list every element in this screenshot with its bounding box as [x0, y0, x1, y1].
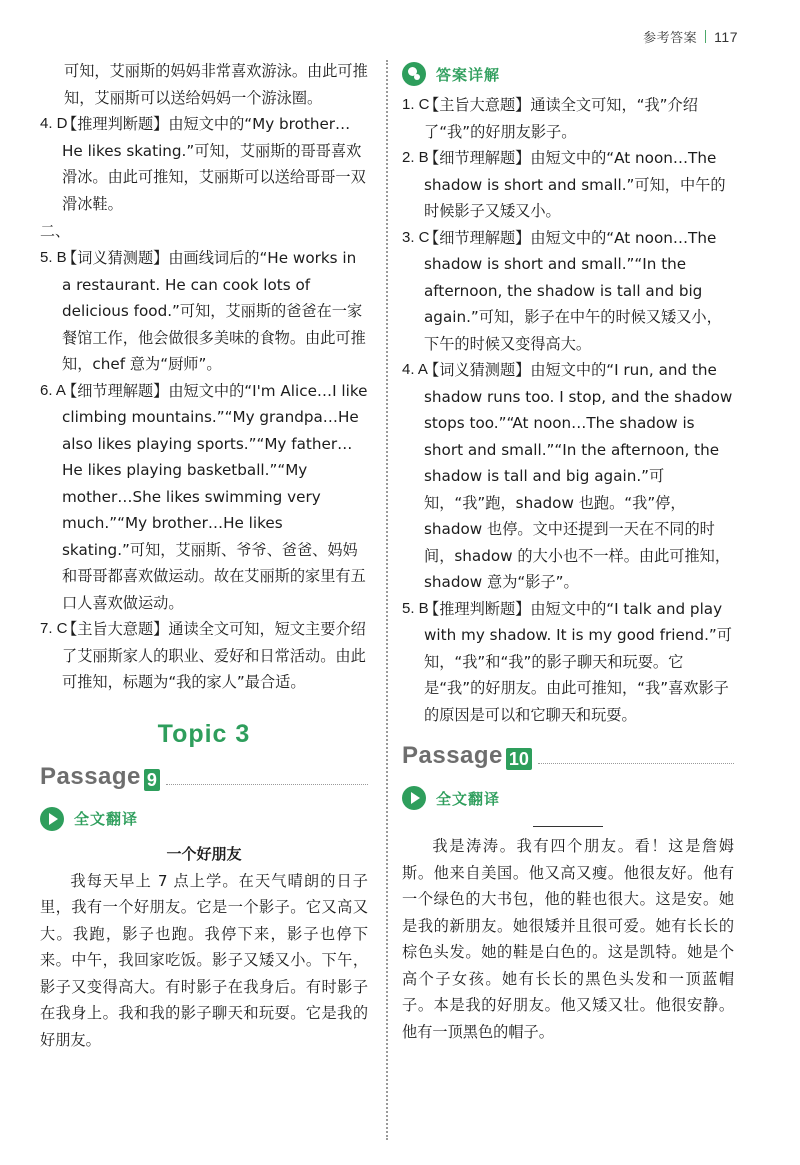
- answer-item: [40, 111, 368, 217]
- answer-number: 7. C: [40, 620, 68, 637]
- details-icon: [402, 62, 426, 86]
- title-blank-line: [533, 826, 603, 827]
- translation-label: 全文翻译: [74, 810, 139, 828]
- answer-item: [402, 225, 734, 358]
- answer-item: [40, 245, 368, 378]
- answer-text: 【推理判断题】由短文中的“I talk and play with my shadow. It is my good friend.”可知，“我”和“我”的影子聊天和玩耍。它是“我”的好朋友。由此可推知，“我”喜欢影子的原因是可以和它聊天和玩耍。: [424, 599, 732, 724]
- story-text: 我每天早上 7 点上学。在天气晴朗的日子里，我有一个好朋友。它是一个影子。它又高又大。我跑，影子也跑。我停下来，影子也停下来。中午，我回家吃饭。影子又矮又小。下午，影子又变得高大。有时影子在我身后。有时影子在我身上。我和我的影子聊天和玩耍。它是我的好朋友。: [40, 871, 368, 1049]
- details-label: 答案详解: [436, 65, 501, 84]
- passage-number-badge: 10: [506, 748, 532, 770]
- passage-number-badge: 9: [144, 769, 160, 791]
- header-section: 参考答案: [643, 31, 698, 46]
- answer-item: [40, 378, 368, 617]
- answer-item: [402, 357, 734, 596]
- passage-heading: [402, 742, 734, 770]
- answer-number: 4. D: [40, 115, 68, 132]
- answer-text: 【词义猜测题】由画线词后的“He works in a restaurant. He can cook lots of delicious food.”可知，艾丽斯的爸爸在一家餐馆工作，他会做很多美味的食物。由此可推知，chef 意为“厨师”。: [62, 249, 366, 373]
- answer-number: 1. C: [402, 96, 430, 113]
- passage-heading: [40, 763, 368, 791]
- answer-item: [40, 616, 368, 696]
- play-icon: [402, 786, 426, 810]
- answer-number: 4. A: [402, 361, 428, 378]
- page-number: 117: [714, 29, 738, 45]
- left-column: [40, 58, 368, 1053]
- page-header: [643, 27, 738, 46]
- play-icon: [40, 807, 64, 831]
- header-separator: [705, 30, 706, 43]
- answer-item: [402, 145, 734, 225]
- answer-text: 【细节理解题】由短文中的“I'm Alice…I like climbing mountains.”“My grandpa…He also likes playing sports.”“My father…He likes playing basketball.”“My mother…She likes swimming very much.”“My brother…He likes skating.”可知，艾丽斯、爷爷、爸爸、妈妈和哥哥都喜欢做运动。故在艾丽斯的家里有五口人喜欢做运动。: [62, 381, 368, 612]
- passage-label: Passage: [40, 762, 141, 790]
- column-divider: [386, 60, 388, 1140]
- dotted-rule: [538, 763, 734, 764]
- answer-item: [402, 92, 734, 145]
- story-text: 我是涛涛。我有四个朋友。看！这是詹姆斯。他来自美国。他又高又瘦。他很友好。他有一个绿色的大书包，他的鞋也很大。这是安。她是我的新朋友。她很矮并且很可爱。她有长长的棕色头发。她的鞋是白色的。这是凯特。她是个高个子女孩。她有长长的黑色头发和一顶蓝帽子。本是我的好朋友。他又矮又壮。他很安静。他有一顶黑色的帽子。: [402, 837, 734, 1041]
- answer-text: 【细节理解题】由短文中的“At noon…The shadow is short and small.”“In the afternoon, the shadow is tall and big again.”可知，影子在中午的时候又矮又小，下午的时候又变得高大。: [424, 228, 722, 353]
- answer-continuation: 可知，艾丽斯的妈妈非常喜欢游泳。由此可推知，艾丽斯可以送给妈妈一个游泳圈。: [64, 62, 368, 107]
- translation-heading: [40, 807, 368, 831]
- translation-heading: [402, 786, 734, 810]
- answer-number: 5. B: [402, 599, 429, 617]
- answer-number: 2. B: [402, 149, 429, 166]
- section-mark: 二、: [40, 222, 71, 240]
- answer-number: 6. A: [40, 381, 66, 399]
- answer-number: 3. C: [402, 228, 430, 246]
- answer-number: 5. B: [40, 249, 67, 266]
- story-title: 一个好朋友: [166, 844, 242, 863]
- translation-label: 全文翻译: [436, 789, 501, 808]
- passage-label: Passage: [402, 742, 503, 769]
- details-heading: [402, 62, 734, 86]
- topic-title: Topic 3: [157, 719, 251, 748]
- right-column: [402, 58, 734, 1045]
- answer-text: 【细节理解题】由短文中的“At noon…The shadow is short and small.”可知，中午的时候影子又矮又小。: [424, 149, 726, 220]
- answer-text: 【推理判断题】由短文中的“My brother…He likes skating.”可知，艾丽斯的哥哥喜欢滑冰。由此可推知，艾丽斯可以送给哥哥一双滑冰鞋。: [62, 115, 366, 213]
- dotted-rule: [166, 784, 368, 785]
- answer-text: 【词义猜测题】由短文中的“I run, and the shadow runs too. I stop, and the shadow stops too.”“At noon…The shadow is short and small.”“In the afternoon, the shadow is tall and big again.”可知，“我”跑，shadow 也跑。“我”停，shadow 也停。文中还提到一天在不同的时间，shadow 的大小也不一样。由此可推知，shadow 意为“影子”。: [424, 361, 733, 591]
- answer-text: 【主旨大意题】通读全文可知，短文主要介绍了艾丽斯家人的职业、爱好和日常活动。由此可推知，标题为“我的家人”最合适。: [62, 620, 366, 691]
- answer-text: 【主旨大意题】通读全文可知，“我”介绍了“我”的好朋友影子。: [424, 96, 698, 141]
- answer-item: [402, 596, 734, 729]
